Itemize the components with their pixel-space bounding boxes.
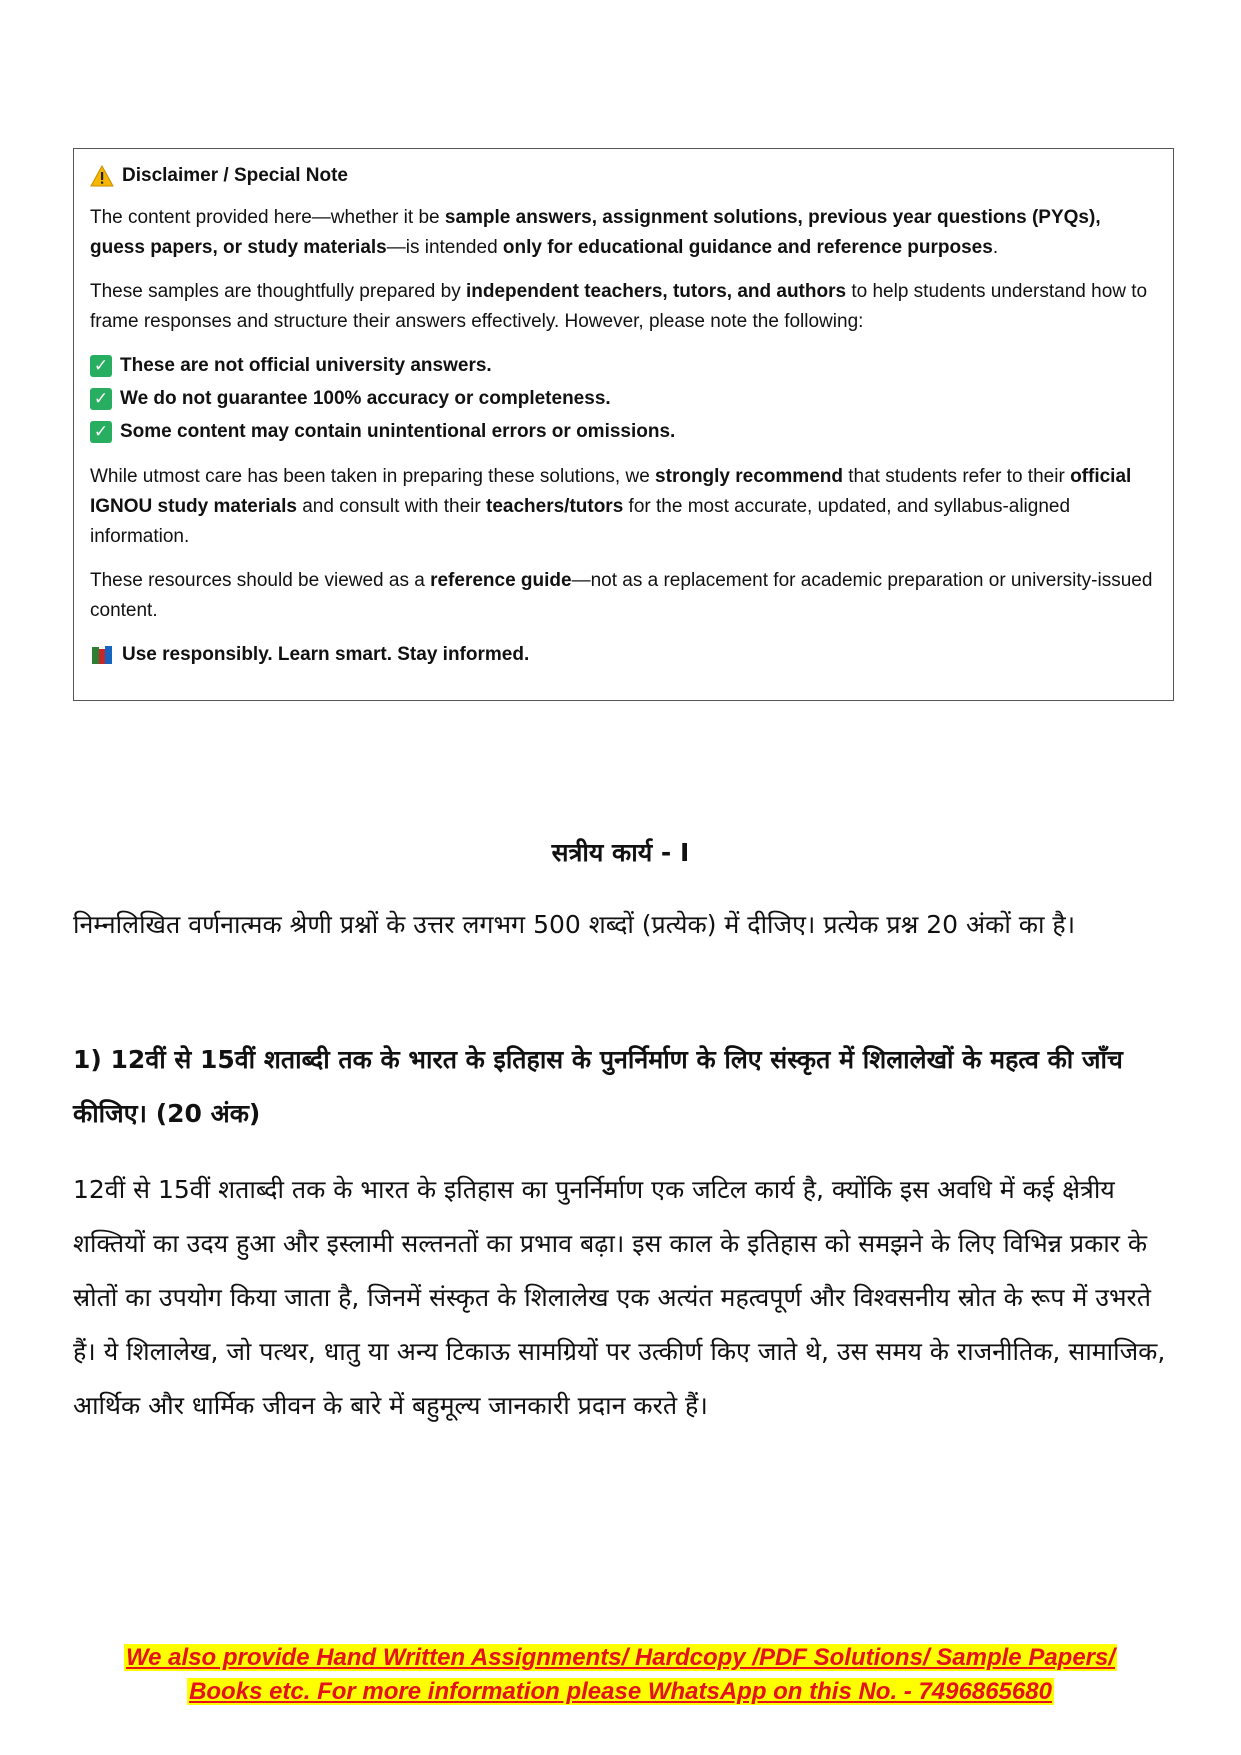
promo-line-2: Books etc. For more information please WhatsApp on this No. - 7496865680 [189,1678,1052,1705]
question-heading: 1) 12वीं से 15वीं शताब्दी तक के भारत के इतिहास के पुनर्निर्माण के लिए संस्कृत में शिलालेखों के महत्व की जाँच कीजिए। (20 अंक) [73,1045,1123,1128]
disclaimer-box [73,148,1174,701]
books-icon [90,644,114,666]
promo-banner [0,1641,1241,1709]
checkmark-icon: ✓ [90,388,112,410]
warning-icon [90,165,114,187]
answer-paragraph: 12वीं से 15वीं शताब्दी तक के भारत के इतिहास का पुनर्निर्माण एक जटिल कार्य है, क्योंकि इस अवधि में कई क्षेत्रीय शक्तियों का उदय हुआ और इस्लामी सल्तनतों का प्रभाव बढ़ा। इस काल के इतिहास को समझने के लिए विभिन्न प्रकार के स्रोतों का उपयोग किया जाता है, जिनमें संस्कृत के शिलालेख एक अत्यंत महत्वपूर्ण और विश्वसनीय स्रोत के रूप में उभरते हैं। ये शिलालेख, जो पत्थर, धातु या अन्य टिकाऊ सामग्रियों पर उत्कीर्ण किए जाते थे, उस समय के राजनीतिक, सामाजिक, आर्थिक और धार्मिक जीवन के बारे में बहुमूल्य जानकारी प्रदान करते हैं। [73,1175,1166,1420]
checklist [90,349,1157,448]
check-item: ✓ Some content may contain unintentional errors or omissions. [90,415,1157,448]
disclaimer-footer: Use responsibly. Learn smart. Stay informed. [90,640,1157,670]
disclaimer-paragraph-2: These samples are thoughtfully prepared by independent teachers, tutors, and authors to help students understand how to frame responses and structure their answers effectively. However, please note the following: [90,281,1148,332]
check-item: ✓ We do not guarantee 100% accuracy or completeness. [90,382,1157,415]
check-item: ✓ These are not official university answers. [90,349,1157,382]
checkmark-icon: ✓ [90,355,112,377]
promo-line-1: We also provide Hand Written Assignments/ Hardcopy /PDF Solutions/ Sample Papers/ [125,1644,1116,1671]
checkmark-icon: ✓ [90,421,112,443]
disclaimer-title [90,161,1157,191]
disclaimer-paragraph-1: The content provided here—whether it be sample answers, assignment solutions, previous year questions (PYQs), guess papers, or study materials—is intended only for educational guidance and reference purposes. [90,207,1101,258]
assignment-title: सत्रीय कार्य - I [551,838,690,867]
disclaimer-title-text: Disclaimer / Special Note [122,165,348,186]
instructions-paragraph: निम्नलिखित वर्णनात्मक श्रेणी प्रश्नों के उत्तर लगभग 500 शब्दों (प्रत्येक) में दीजिए। प्रत्येक प्रश्न 20 अंकों का है। [73,910,1076,939]
disclaimer-paragraph-3: While utmost care has been taken in preparing these solutions, we strongly recommend that students refer to their official IGNOU study materials and consult with their teachers/tutors for the most accurate, updated, and syllabus-aligned information. [90,466,1132,547]
disclaimer-paragraph-4: These resources should be viewed as a reference guide—not as a replacement for academic preparation or university-issued content. [90,570,1153,621]
